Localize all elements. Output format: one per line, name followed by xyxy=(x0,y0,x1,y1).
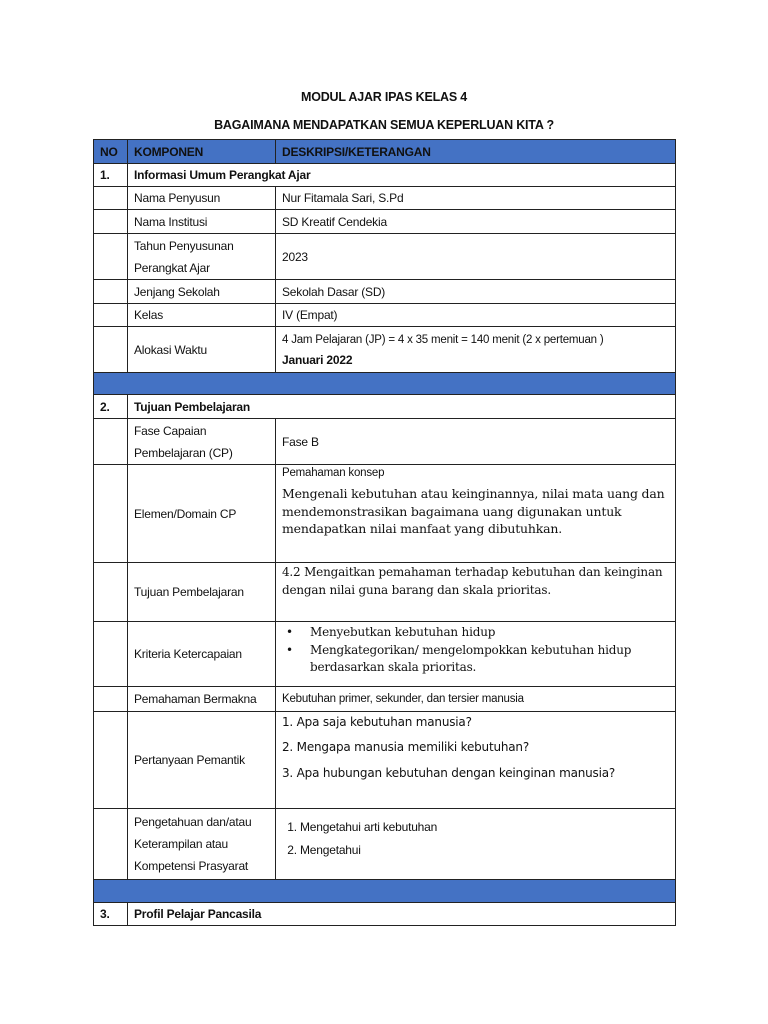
section-row xyxy=(94,395,676,419)
section-title: Informasi Umum Perangkat Ajar xyxy=(128,164,676,187)
table-row xyxy=(94,809,676,880)
row-label-line: Fase Capaian xyxy=(134,423,207,438)
list-item: 2. Mengapa manusia memiliki kebutuhan? xyxy=(282,740,530,754)
row-label: Jenjang Sekolah xyxy=(128,280,276,304)
row-value: IV (Empat) xyxy=(276,304,676,327)
row-label: Tujuan Pembelajaran xyxy=(128,563,276,622)
section-number: 1. xyxy=(94,164,128,187)
row-value: Fase B xyxy=(276,419,676,465)
kriteria-list xyxy=(282,624,669,677)
table-row xyxy=(94,327,676,373)
row-label: Nama Penyusun xyxy=(128,187,276,210)
no-cell xyxy=(94,187,128,210)
pertanyaan-cell xyxy=(276,712,676,809)
row-label: Kelas xyxy=(128,304,276,327)
alokasi-date: Januari 2022 xyxy=(282,352,353,367)
row-label-line: Pengetahuan dan/atau xyxy=(134,815,252,829)
row-label: Nama Institusi xyxy=(128,210,276,234)
no-cell xyxy=(94,234,128,280)
row-label: Elemen/Domain CP xyxy=(128,465,276,563)
document-subtitle: BAGAIMANA MENDAPATKAN SEMUA KEPERLUAN KITA ? xyxy=(214,118,554,132)
table-row xyxy=(94,419,676,465)
section-title: Tujuan Pembelajaran xyxy=(128,395,676,419)
list-item: 3. Apa hubungan kebutuhan dengan keinginan manusia? xyxy=(282,766,616,780)
section-number: 2. xyxy=(94,395,128,419)
row-label: Pertanyaan Pemantik xyxy=(128,712,276,809)
section-row xyxy=(94,903,676,926)
table-row xyxy=(94,563,676,622)
no-cell xyxy=(94,304,128,327)
row-value xyxy=(276,809,676,880)
row-label: Kriteria Ketercapaian xyxy=(128,622,276,687)
row-label xyxy=(128,234,276,280)
list-item: • Menyebutkan kebutuhan hidup xyxy=(310,624,669,642)
section-divider xyxy=(94,880,676,903)
table-row xyxy=(94,712,676,809)
row-value: Sekolah Dasar (SD) xyxy=(276,280,676,304)
table-row xyxy=(94,234,676,280)
table-row xyxy=(94,210,676,234)
no-cell xyxy=(94,712,128,809)
list-item: 2. Mengetahui xyxy=(300,839,669,862)
header-no: NO xyxy=(94,140,128,164)
row-value: SD Kreatif Cendekia xyxy=(276,210,676,234)
table-row xyxy=(94,622,676,687)
section-number: 3. xyxy=(94,903,128,926)
row-label-line: Keterampilan atau xyxy=(134,837,228,851)
row-label: Alokasi Waktu xyxy=(128,327,276,373)
no-cell xyxy=(94,563,128,622)
elemen-text: Mengenali kebutuhan atau keinginannya, nilai mata uang dan mendemonstrasikan bagaimana uang digunakan untuk mendapatkan nilai manfaat yang dibutuhkan. xyxy=(282,486,665,536)
no-cell xyxy=(94,809,128,880)
section-divider xyxy=(94,373,676,395)
table-row xyxy=(94,280,676,304)
elemen-heading: Pemahaman konsep xyxy=(282,467,385,479)
header-deskripsi: DESKRIPSI/KETERANGAN xyxy=(276,140,676,164)
no-cell xyxy=(94,687,128,712)
no-cell xyxy=(94,210,128,234)
row-label-line: Pembelajaran (CP) xyxy=(134,445,233,460)
no-cell xyxy=(94,622,128,687)
row-value: Kebutuhan primer, sekunder, dan tersier manusia xyxy=(276,687,676,712)
list-item: 1. Apa saja kebutuhan manusia? xyxy=(282,715,472,729)
table-row xyxy=(94,304,676,327)
list-item: 1. Mengetahui arti kebutuhan xyxy=(300,816,669,839)
table-row xyxy=(94,465,676,563)
no-cell xyxy=(94,465,128,563)
row-value xyxy=(276,327,676,373)
table-row xyxy=(94,687,676,712)
row-label-line: Perangkat Ajar xyxy=(134,260,210,275)
no-cell xyxy=(94,280,128,304)
document-title: MODUL AJAR IPAS KELAS 4 xyxy=(300,90,468,104)
header-komponen: KOMPONEN xyxy=(128,140,276,164)
row-label xyxy=(128,419,276,465)
table-row xyxy=(94,187,676,210)
kriteria-cell xyxy=(276,622,676,687)
alokasi-text: 4 Jam Pelajaran (JP) = 4 x 35 menit = 140 menit (2 x pertemuan ) xyxy=(282,333,604,346)
section-row xyxy=(94,164,676,187)
no-cell xyxy=(94,419,128,465)
table-header-row xyxy=(94,140,676,164)
tujuan-text: 4.2 Mengaitkan pemahaman terhadap kebutuhan dan keinginan dengan nilai guna barang dan skala prioritas. xyxy=(276,563,676,622)
section-title: Profil Pelajar Pancasila xyxy=(128,903,676,926)
row-label xyxy=(128,809,276,880)
no-cell xyxy=(94,327,128,373)
row-label-line: Kompetensi Prasyarat xyxy=(134,859,249,873)
row-value: Nur Fitamala Sari, S.Pd xyxy=(276,187,676,210)
row-label-line: Tahun Penyusunan xyxy=(134,238,234,253)
row-label: Pemahaman Bermakna xyxy=(128,687,276,712)
row-value: 2023 xyxy=(276,234,676,280)
modul-table xyxy=(93,139,676,926)
list-item: • Mengkategorikan/ mengelompokkan kebutuhan hidup berdasarkan skala prioritas. xyxy=(310,642,669,677)
row-value xyxy=(276,465,676,563)
prasyarat-list xyxy=(282,816,669,862)
